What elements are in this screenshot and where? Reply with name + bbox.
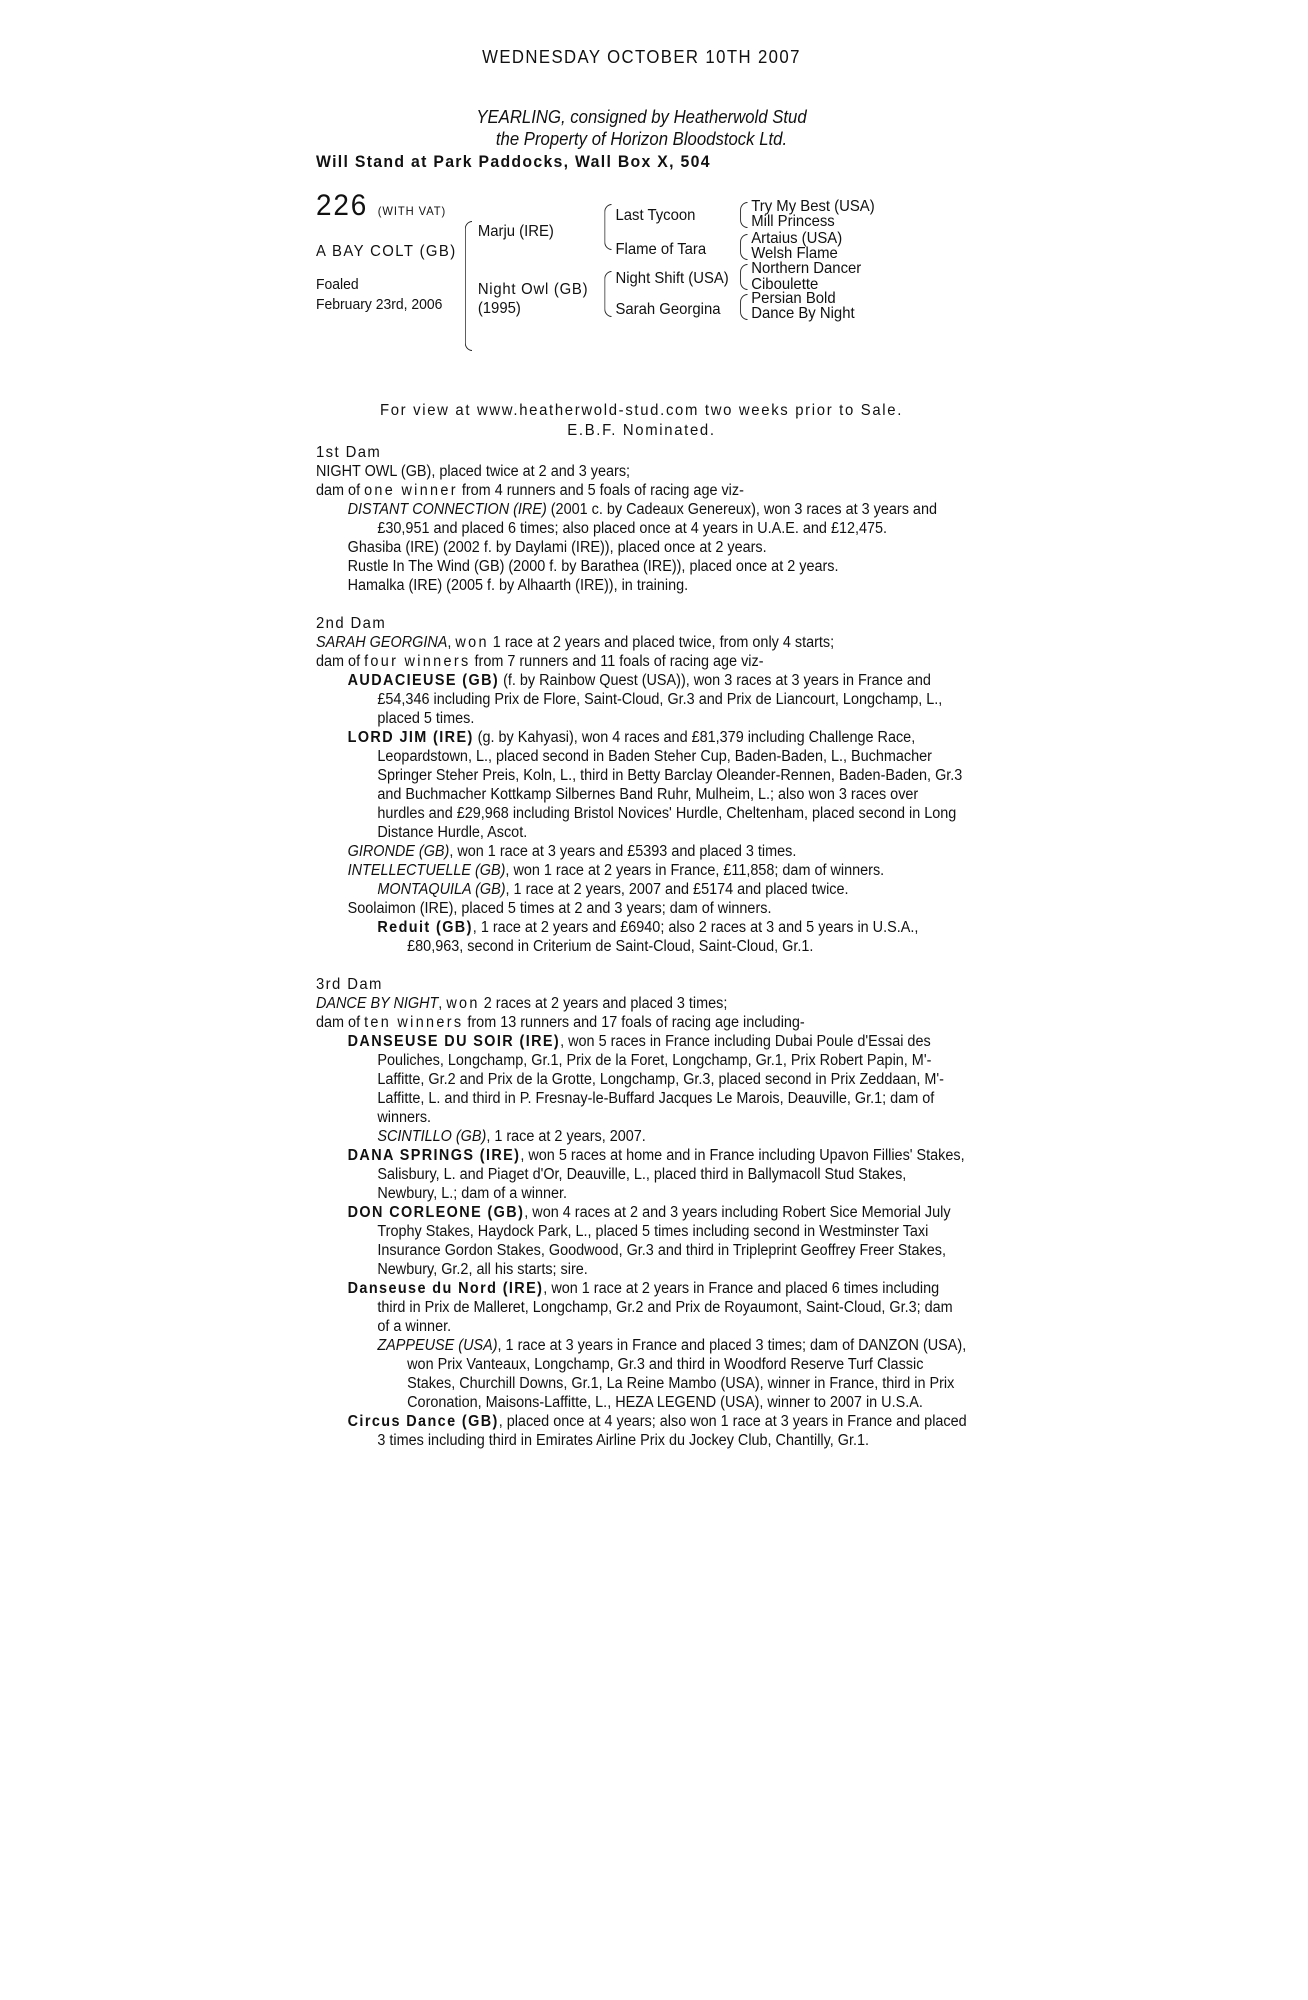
horse-name: INTELLECTUELLE (GB) bbox=[347, 862, 506, 879]
horse-name: SCINTILLO (GB) bbox=[377, 1128, 487, 1145]
foaled-info bbox=[316, 254, 442, 314]
entry-text: , bbox=[438, 995, 447, 1012]
produce-entry: Soolaimon (IRE), placed 5 times at 2 and 3 years; dam of winners. bbox=[347, 900, 772, 917]
vat-label: (WITH VAT) bbox=[377, 204, 447, 218]
horse-name: AUDACIEUSE (GB) bbox=[347, 672, 500, 689]
first-dam-heading: 1st Dam bbox=[316, 444, 382, 461]
ebf-note: E.B.F. Nominated. bbox=[567, 422, 716, 439]
produce-entry bbox=[316, 842, 967, 861]
entry-text: , won 1 race at 2 years in France, £11,858; dam of winners. bbox=[505, 862, 885, 879]
bracket-g4 bbox=[740, 294, 747, 320]
entry-text: , won 5 races at home and in France including Upavon Fillies' Stakes, Salisbury, L. and Piaget d'Or, Deauville, L., placed third in Ballymacoll Stud Stakes, Newbury, L.; dam of a winner. bbox=[377, 1147, 965, 1202]
sire-sire-name: Last Tycoon bbox=[615, 207, 696, 224]
horse-name: DANSEUSE DU SOIR (IRE) bbox=[347, 1033, 561, 1050]
produce-entry bbox=[316, 728, 967, 842]
summary-text: dam of bbox=[316, 482, 365, 499]
bracket-g1 bbox=[740, 202, 747, 228]
entry-text: , won 4 races at 2 and 3 years including Robert Sice Memorial July Trophy Stakes, Haydock Park, L., placed 5 times including second in Westminster Taxi Insurance Gordon Stakes, Goodwood, Gr.3 and third in Tripleprint Geoffrey Freer Stakes, Newbury, Gr.2, all his starts; sire. bbox=[377, 1204, 951, 1278]
entry-text: (g. by Kahyasi), won 4 races and £81,379 including Challenge Race, Leopardstown, L., placed second in Baden Steher Cup, Baden-Baden, L., Buchmacher Springer Steher Preis, Koln, L., third in Betty Barclay Oleander-Rennen, Baden-Baden, Gr.3 and Buchmacher Kottkamp Silbernes Band Ruhr, Mulheim, L.; also won 3 races over hurdles and £29,968 including Bristol Novices' Hurdle, Cheltenham, placed second in Long Distance Hurdle, Ascot. bbox=[377, 729, 963, 841]
first-dam-summary bbox=[316, 481, 967, 500]
produce-entry bbox=[316, 880, 967, 899]
summary-text: dam of bbox=[316, 653, 365, 670]
summary-text: from 13 runners and 17 foals of racing age including- bbox=[463, 1014, 805, 1031]
winners-count: one winner bbox=[364, 482, 458, 499]
entry-text: won bbox=[455, 634, 489, 651]
produce-entry bbox=[316, 1127, 967, 1146]
bracket-g3 bbox=[740, 264, 747, 290]
horse-name: DISTANT CONNECTION (IRE) bbox=[347, 501, 547, 518]
foaled-date: February 23rd, 2006 bbox=[316, 296, 443, 313]
spacer bbox=[316, 595, 967, 614]
produce-entry bbox=[316, 671, 967, 728]
winners-count: four winners bbox=[364, 653, 471, 670]
spacer bbox=[316, 956, 967, 975]
entry-text: , won 5 races in France including Dubai Poule d'Essai des Pouliches, Longchamp, Gr.1, Prix de la Foret, Longchamp, Gr.1, Prix Robert Papin, M'-Laffitte, Gr.2 and Prix de la Grotte, Longchamp, Gr.3, placed second in Prix Zeddaan, M'-Laffitte, L. and third in P. Fresnay-le-Buffard Jacques Le Marois, Deauville, Gr.1; dam of winners. bbox=[377, 1033, 944, 1126]
horse-name: GIRONDE (GB) bbox=[347, 843, 450, 860]
produce-entry bbox=[316, 1146, 967, 1203]
second-dam-summary bbox=[316, 652, 967, 671]
horse-name: DON CORLEONE (GB) bbox=[347, 1204, 525, 1221]
horse-name: Danseuse du Nord (IRE) bbox=[347, 1280, 544, 1297]
view-note: For view at www.heatherwold-stud.com two weeks prior to Sale. bbox=[379, 402, 904, 419]
dam-name: Night Owl (GB) bbox=[477, 281, 589, 298]
dam-sire-name: Night Shift (USA) bbox=[615, 270, 729, 287]
foaled-label: Foaled bbox=[316, 276, 359, 293]
horse-name: DANCE BY NIGHT bbox=[316, 995, 439, 1012]
dam-dam-name: Sarah Georgina bbox=[615, 301, 721, 318]
pedigree-table bbox=[316, 189, 986, 396]
notes-block bbox=[316, 401, 967, 441]
entry-text: 2 races at 2 years and placed 3 times; bbox=[479, 995, 728, 1012]
property-line: the Property of Horizon Bloodstock Ltd. bbox=[495, 129, 788, 149]
bracket-sire bbox=[604, 204, 611, 250]
entry-text: (2001 c. by Cadeaux Genereux), won 3 races at 3 years and £30,951 and placed 6 times; also placed once at 4 years in U.A.E. and £12,475. bbox=[377, 501, 937, 537]
produce-entry bbox=[316, 1412, 967, 1450]
g5-name: Northern Dancer bbox=[751, 260, 862, 277]
sire-dam-name: Flame of Tara bbox=[615, 241, 707, 258]
second-dam-line bbox=[316, 633, 967, 652]
produce-entry bbox=[316, 918, 967, 956]
winners-count: ten winners bbox=[364, 1014, 464, 1031]
first-dam-line: NIGHT OWL (GB), placed twice at 2 and 3 years; bbox=[316, 463, 631, 480]
lot-number bbox=[316, 189, 447, 222]
produce-record bbox=[316, 443, 967, 1450]
produce-entry: Hamalka (IRE) (2005 f. by Alhaarth (IRE)), in training. bbox=[347, 577, 689, 594]
sire-name: Marju (IRE) bbox=[477, 223, 554, 240]
lot-number-value: 226 bbox=[316, 189, 369, 222]
entry-text: (f. by Rainbow Quest (USA)), won 3 races at 3 years in France and £54,346 including Prix de Flore, Saint-Cloud, Gr.3 and Prix de Liancourt, Longchamp, L., placed 5 times. bbox=[377, 672, 943, 727]
produce-entry bbox=[316, 1032, 967, 1127]
g4-name: Welsh Flame bbox=[751, 245, 838, 262]
produce-entry: Rustle In The Wind (GB) (2000 f. by Barathea (IRE)), placed once at 2 years. bbox=[347, 558, 839, 575]
horse-name: LORD JIM (IRE) bbox=[347, 729, 474, 746]
entry-text: won bbox=[446, 995, 480, 1012]
entry-text: , bbox=[447, 634, 456, 651]
consignor-block bbox=[316, 106, 967, 150]
horse-name: Reduit (GB) bbox=[377, 919, 473, 936]
third-dam-summary bbox=[316, 1013, 967, 1032]
entry-text: , placed once at 4 years; also won 1 race at 3 years in France and placed 3 times including third in Emirates Airline Prix du Jockey Club, Chantilly, Gr.1. bbox=[377, 1413, 967, 1449]
lot-description: A BAY COLT (GB) bbox=[316, 243, 457, 260]
consigned-line: YEARLING, consigned by Heatherwold Stud bbox=[476, 107, 807, 127]
stand-location: Will Stand at Park Paddocks, Wall Box X, 504 bbox=[316, 152, 711, 171]
horse-name: SARAH GEORGINA bbox=[316, 634, 448, 651]
entry-text: 1 race at 2 years and placed twice, from only 4 starts; bbox=[488, 634, 835, 651]
horse-name: MONTAQUILA (GB) bbox=[377, 881, 506, 898]
produce-entry bbox=[316, 1203, 967, 1279]
summary-text: from 7 runners and 11 foals of racing age viz- bbox=[470, 653, 764, 670]
g6-name: Ciboulette bbox=[751, 276, 819, 293]
produce-entry: Ghasiba (IRE) (2002 f. by Daylami (IRE)), placed once at 2 years. bbox=[347, 539, 767, 556]
g1-name: Try My Best (USA) bbox=[751, 198, 875, 215]
second-dam-heading: 2nd Dam bbox=[316, 615, 387, 632]
summary-text: from 4 runners and 5 foals of racing age viz- bbox=[457, 482, 744, 499]
horse-name: Circus Dance (GB) bbox=[347, 1413, 499, 1430]
entry-text: , 1 race at 2 years, 2007. bbox=[486, 1128, 646, 1145]
produce-entry bbox=[316, 1279, 967, 1336]
entry-text: , won 1 race at 2 years in France and placed 6 times including third in Prix de Malleret, Longchamp, Gr.2 and Prix de Royaumont, Saint-Cloud, Gr.3; dam of a winner. bbox=[377, 1280, 953, 1335]
g2-name: Mill Princess bbox=[751, 213, 835, 230]
horse-name: ZAPPEUSE (USA) bbox=[377, 1337, 498, 1354]
entry-text: , 1 race at 3 years in France and placed 3 times; dam of DANZON (USA), won Prix Vanteaux, Longchamp, Gr.3 and third in Woodford Reserve Turf Classic Stakes, Churchill Downs, Gr.1, La Reine Mambo (USA), winner in France, third in Prix Coronation, Maisons-Laffitte, L., HEZA LEGEND (USA), winner to 2007 in U.S.A. bbox=[407, 1337, 967, 1411]
summary-text: dam of bbox=[316, 1014, 365, 1031]
bracket-main bbox=[465, 221, 472, 351]
bracket-dam bbox=[604, 271, 611, 317]
g3-name: Artaius (USA) bbox=[751, 230, 843, 247]
entry-text: , 1 race at 2 years, 2007 and £5174 and placed twice. bbox=[505, 881, 849, 898]
g7-name: Persian Bold bbox=[751, 290, 836, 307]
entry-text: , won 1 race at 3 years and £5393 and placed 3 times. bbox=[449, 843, 797, 860]
produce-entry bbox=[316, 1336, 967, 1412]
produce-entry bbox=[316, 500, 967, 538]
g8-name: Dance By Night bbox=[751, 305, 855, 322]
dam-year: (1995) bbox=[477, 300, 521, 317]
bracket-g2 bbox=[740, 234, 747, 260]
sale-date: WEDNESDAY OCTOBER 10TH 2007 bbox=[482, 47, 801, 67]
horse-name: DANA SPRINGS (IRE) bbox=[347, 1147, 521, 1164]
third-dam-line bbox=[316, 994, 967, 1013]
entry-text: , 1 race at 2 years and £6940; also 2 races at 3 and 5 years in U.S.A., £80,963, second in Criterium de Saint-Cloud, Saint-Cloud, Gr.1. bbox=[407, 919, 919, 955]
third-dam-heading: 3rd Dam bbox=[316, 976, 383, 993]
produce-entry bbox=[316, 861, 967, 880]
